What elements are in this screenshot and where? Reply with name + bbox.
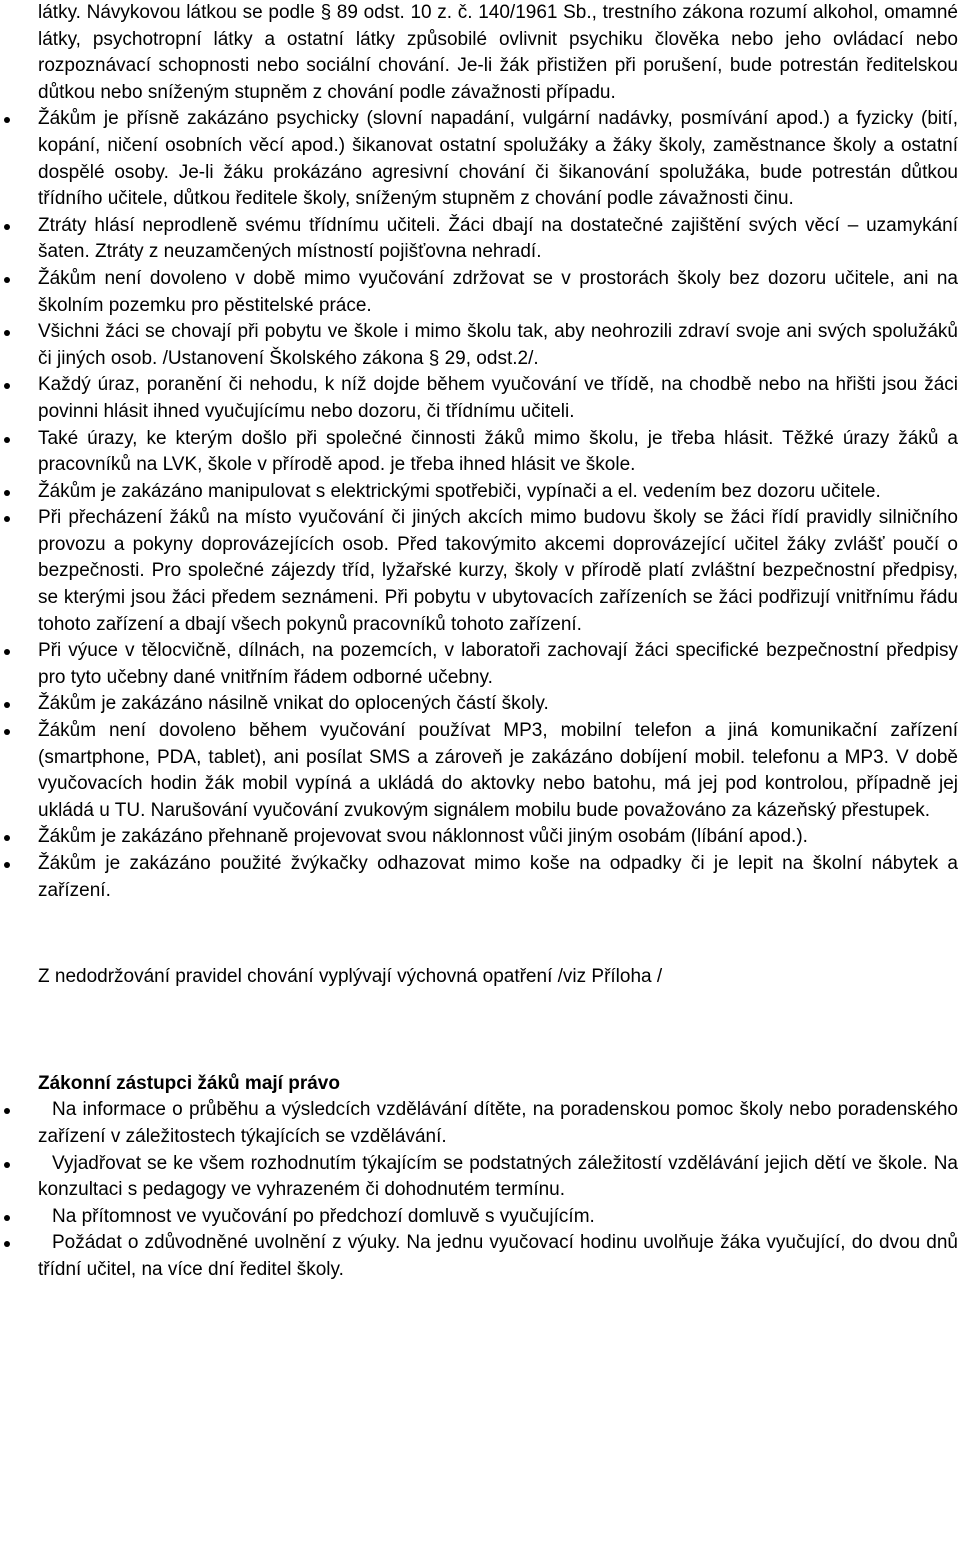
- list-item: Žákům je zakázáno přehnaně projevovat svou náklonnost vůči jiným osobám (líbání apod.).: [0, 824, 960, 851]
- list-item: Žákům je zakázáno manipulovat s elektrickými spotřebiči, vypínači a el. vedením bez dozoru učitele.: [0, 479, 960, 506]
- list-item-text: Na informace o průběhu a výsledcích vzdělávání dítěte, na poradenskou pomoc školy nebo poradenského zařízení v záležitostech týkajících se vzdělávání.: [38, 1099, 958, 1147]
- consequence-paragraph: Z nedodržování pravidel chování vyplývají výchovná opatření /viz Příloha /: [38, 966, 663, 988]
- list-item: Žákům je přísně zakázáno psychicky (slovní napadání, vulgární nadávky, posmívání apod.) a fyzicky (bití, kopání, ničení osobních věcí apod.) šikanovat ostatní spolužáky a žáky školy, zaměstnance školy a ostatní dospělé osoby. Je-li žáku prokázáno agresivní chování či šikanování spolužáka, bude potrestán důtkou třídního učitele, důtkou ředitele školy, sníženým stupněm z chování podle závažnosti činu.: [0, 106, 960, 212]
- list-item: Také úrazy, ke kterým došlo při společné činnosti žáků mimo školu, je třeba hlásit. Těžké úrazy žáků a pracovníků na LVK, škole v přírodě apod. je třeba ihned hlásit ve škole.: [0, 426, 960, 479]
- list-item: Žákům není dovoleno v době mimo vyučování zdržovat se v prostorách školy bez dozoru učitele, ani na školním pozemku pro pěstitelské práce.: [0, 266, 960, 319]
- parents-rights-heading: Zákonní zástupci žáků mají právo: [38, 1072, 340, 1094]
- list-item: Při výuce v tělocvičně, dílnách, na pozemcích, v laboratoři zachovají žáci specifické bezpečnostní předpisy pro tyto učebny dané vnitřním řádem odborné učebny.: [0, 638, 960, 691]
- list-item: [38, 1230, 960, 1283]
- parents-rights-list: [0, 1097, 960, 1283]
- list-item: Žákům není dovoleno během vyučování používat MP3, mobilní telefon a jiná komunikační zařízení (smartphone, PDA, tablet), ani posílat SMS a zároveň je zakázáno dobíjení mobil. telefonu a MP3. V době vyučovacích hodin žák mobil vypíná a ukládá do aktovky nebo batohu, má jej pod kontrolou, případně jej ukládá u TU. Narušování vyučování zvukovým signálem mobilu bude považováno za kázeňský přestupek.: [0, 718, 960, 824]
- list-item: Každý úraz, poranění či nehodu, k níž dojde během vyučování ve třídě, na chodbě nebo na hřišti jsou žáci povinni hlásit ihned vyučujícímu nebo dozoru, či třídnímu učiteli.: [0, 372, 960, 425]
- intro-paragraph: látky. Návykovou látkou se podle § 89 odst. 10 z. č. 140/1961 Sb., trestního zákona rozumí alkohol, omamné látky, psychotropní látky a ostatní látky způsobilé ovlivnit psychiku člověka nebo jeho ovládací nebo rozpoznávací schopnosti nebo sociální chování. Je-li žák přistižen při porušení, bude potrestán ředitelskou důtkou nebo sníženým stupněm z chování podle závažnosti případu.: [38, 2, 958, 103]
- list-item: [38, 1097, 960, 1150]
- list-item: Žákům je zakázáno použité žvýkačky odhazovat mimo koše na odpadky či je lepit na školní nábytek a zařízení.: [0, 851, 960, 904]
- list-item-text: Vyjadřovat se ke všem rozhodnutím týkajícím se podstatných záležitostí vzdělávání jejich dětí ve škole. Na konzultaci s pedagogy ve vyhrazeném či dohodnutém termínu.: [38, 1152, 958, 1201]
- list-item: [38, 1151, 960, 1204]
- list-item: Žákům je zakázáno násilně vnikat do oplocených částí školy.: [0, 691, 960, 718]
- list-item: Všichni žáci se chovají při pobytu ve škole i mimo školu tak, aby neohrozili zdraví svoje ani svých spolužáků či jiných osob. /Ustanovení Školského zákona § 29, odst.2/.: [0, 319, 960, 372]
- list-item: [38, 1204, 960, 1231]
- list-item-text: Požádat o zdůvodněné uvolnění z výuky. Na jednu vyučovací hodinu uvolňuje žáka vyučující, do dvou dnů třídní učitel, na více dní ředitel školy.: [38, 1232, 958, 1280]
- list-item: Při přecházení žáků na místo vyučování či jiných akcích mimo budovu školy se žáci řídí pravidly silničního provozu a pokyny doprovázejících osob. Před takovýmito akcemi doprovázející učitel žáky zvlášť poučí o bezpečnosti. Pro společné zájezdy tříd, lyžařské kurzy, školy v přírodě platí zvláštní bezpečnostní předpisy, se kterými jsou žáci předem seznámeni. Při pobytu v ubytovacích zařízeních se žáci podřizují vnitřnímu řádu tohoto zařízení a dbají všech pokynů pracovníků tohoto zařízení.: [0, 505, 960, 638]
- list-item: Ztráty hlásí neprodleně svému třídnímu učiteli. Žáci dbají na dostatečné zajištění svých věcí – uzamykání šaten. Ztráty z neuzamčených místností pojišťovna nehradí.: [0, 213, 960, 266]
- list-item-text: Na přítomnost ve vyučování po předchozí domluvě s vyučujícím.: [52, 1205, 595, 1227]
